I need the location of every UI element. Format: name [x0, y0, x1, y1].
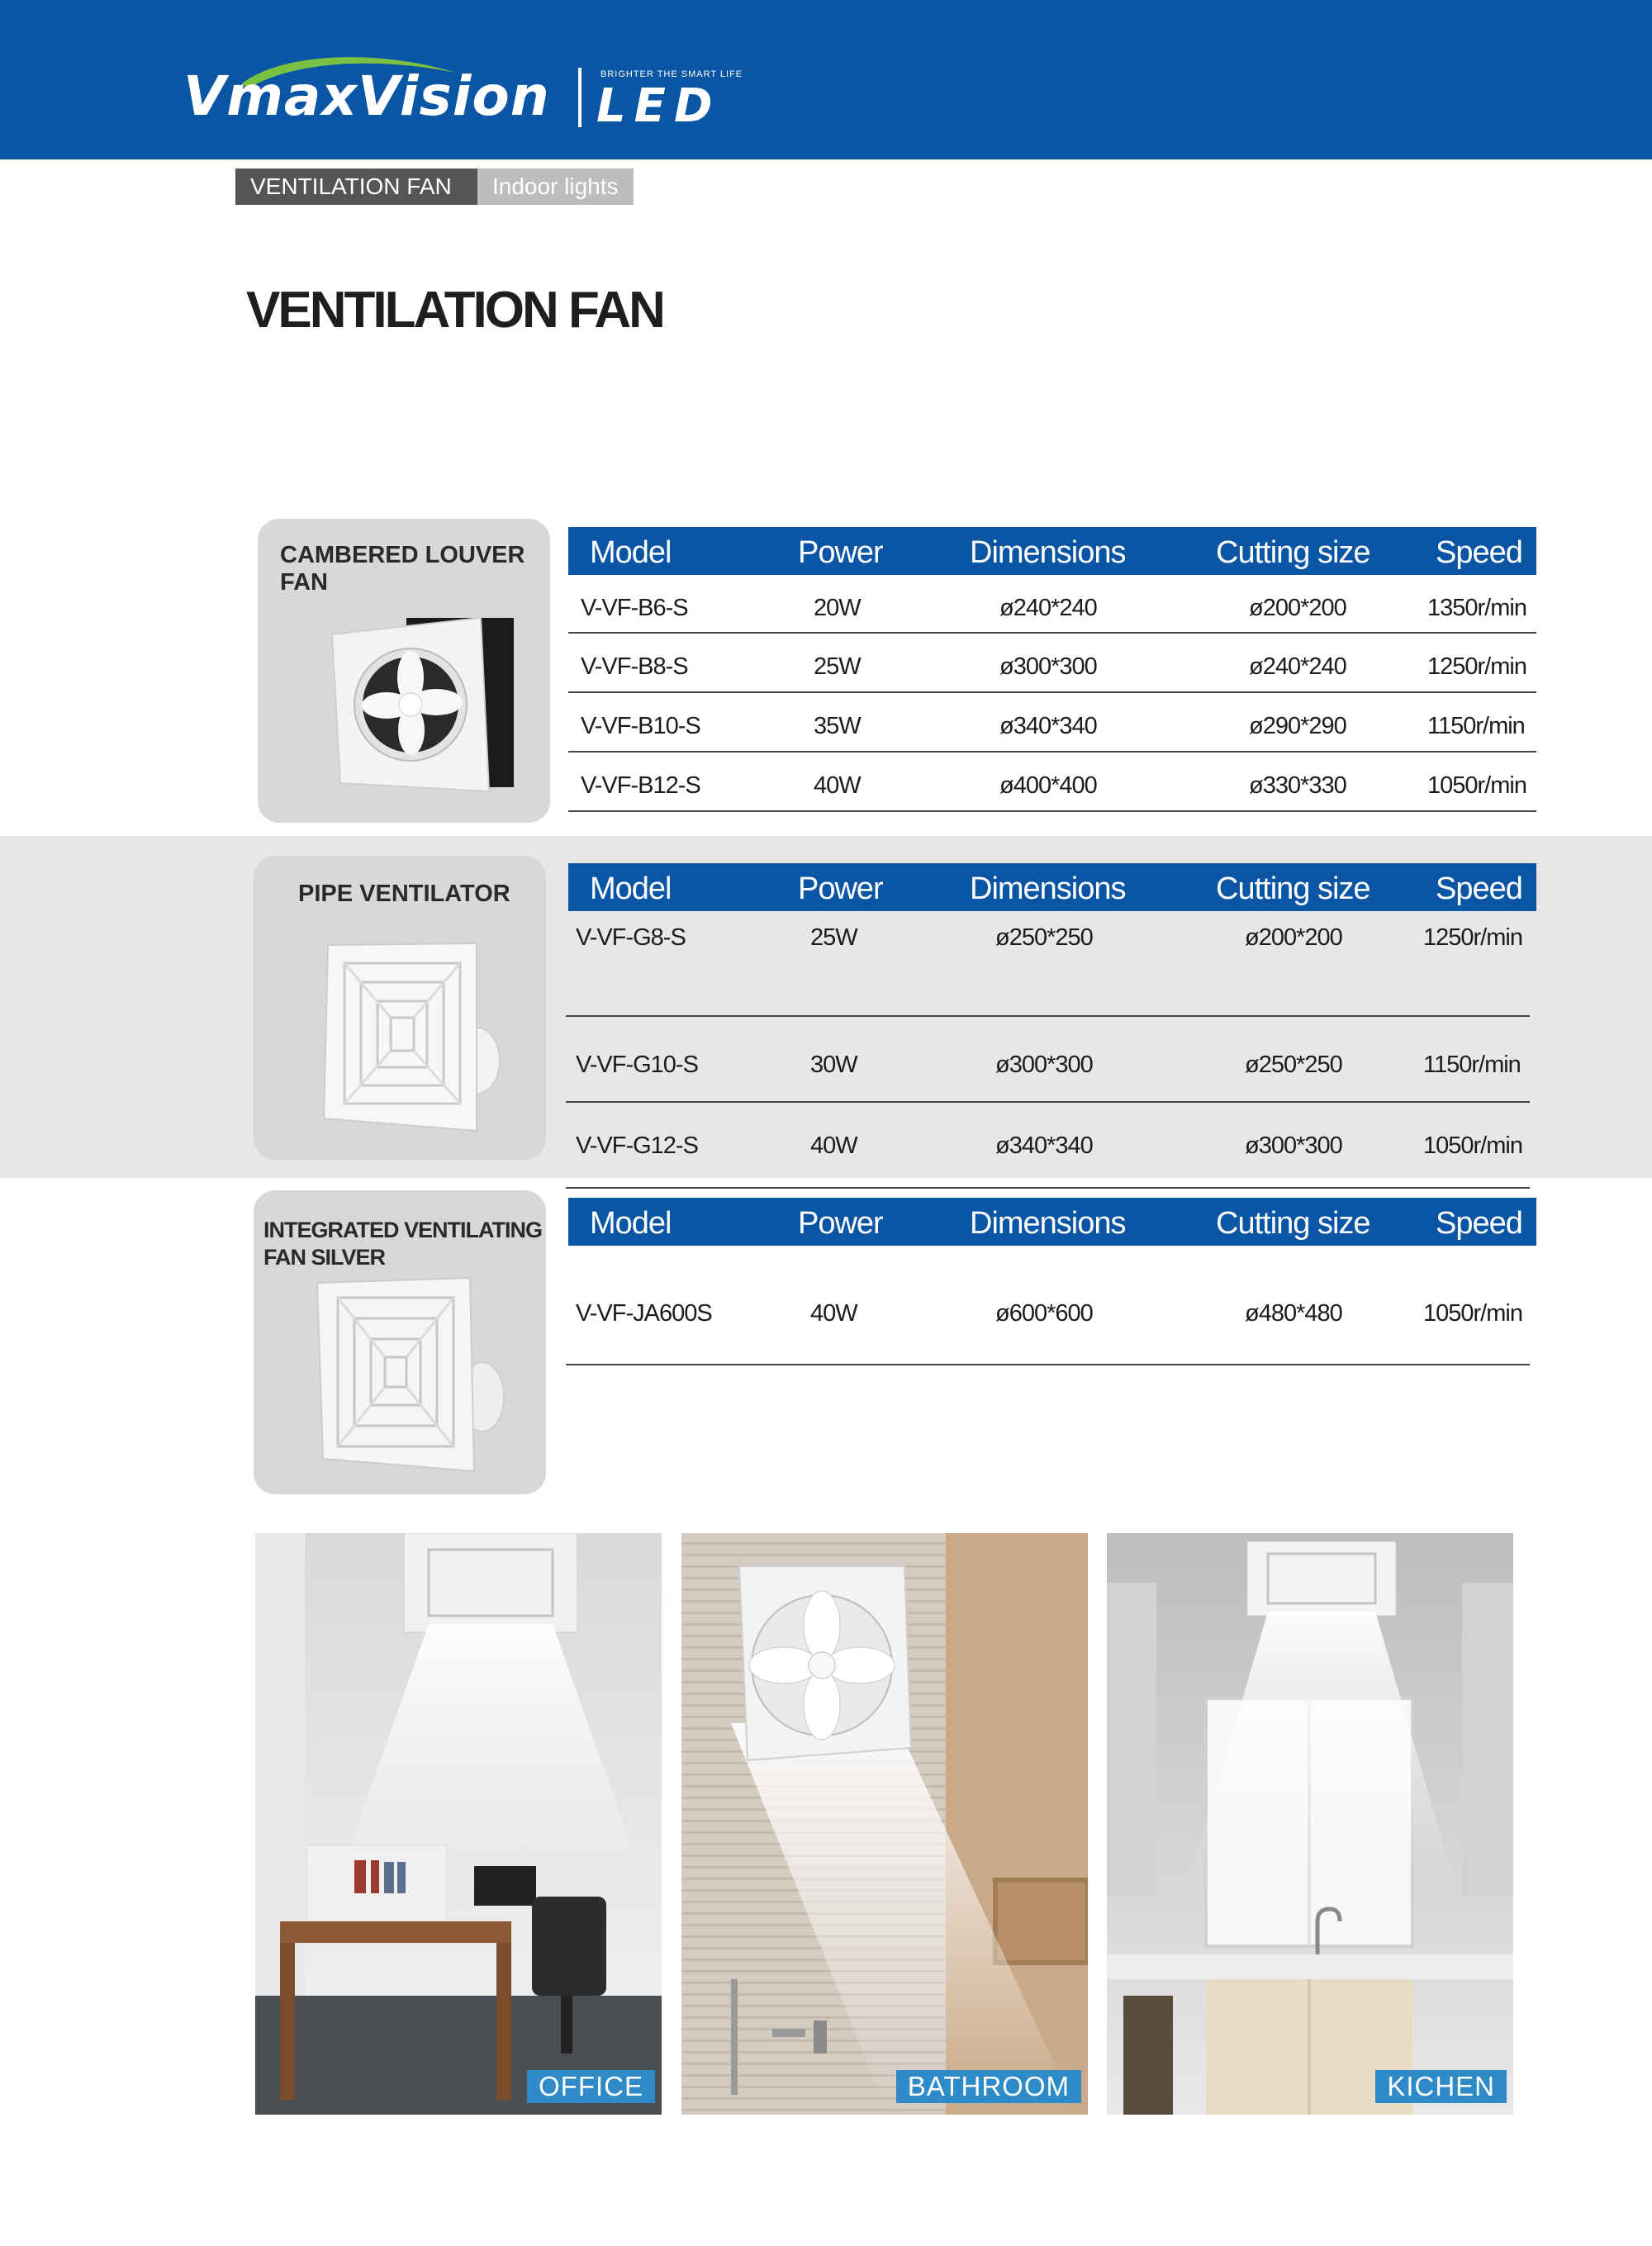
scene-kitchen-photo	[1107, 1533, 1513, 2115]
cell-model: V-VF-G12-S	[576, 1132, 698, 1159]
spec-table-pipe-ventilator	[568, 863, 1536, 1189]
cell-cutting-size: ø330*330	[1249, 772, 1346, 799]
header-power: Power	[798, 1206, 883, 1241]
brand-name: VmaxVision	[183, 64, 550, 128]
table-row	[566, 911, 1530, 1017]
cell-power: 40W	[814, 772, 861, 799]
scene-bathroom-photo	[681, 1533, 1088, 2115]
header-dimensions: Dimensions	[970, 871, 1126, 906]
product-name: PIPE VENTILATOR	[298, 881, 510, 907]
product-card-integrated-fan[interactable]	[254, 1190, 546, 1494]
header-cutting-size: Cutting size	[1216, 1206, 1370, 1241]
cell-speed: 1350r/min	[1427, 595, 1526, 621]
spec-table-integrated-fan	[568, 1198, 1536, 1365]
brand-header	[0, 0, 1652, 159]
header-dimensions: Dimensions	[970, 535, 1126, 570]
cell-model: V-VF-JA600S	[576, 1300, 712, 1327]
header-dimensions: Dimensions	[970, 1206, 1126, 1241]
header-speed: Speed	[1436, 535, 1522, 570]
header-cutting-size: Cutting size	[1216, 535, 1370, 570]
cell-power: 25W	[810, 924, 857, 951]
kitchen-scene-illustration	[1107, 1533, 1513, 2115]
cell-cutting-size: ø480*480	[1245, 1300, 1342, 1327]
cell-dimensions: ø300*300	[999, 653, 1097, 680]
table-row	[566, 1103, 1530, 1189]
header-cutting-size: Cutting size	[1216, 871, 1370, 906]
cell-speed: 1050r/min	[1427, 772, 1526, 799]
tab-indoor-lights[interactable]: Indoor lights	[477, 169, 634, 205]
integrated-fan-icon	[305, 1273, 511, 1479]
louver-fan-icon	[324, 601, 530, 808]
header-speed: Speed	[1436, 1206, 1522, 1241]
brand-led: LED	[596, 79, 721, 133]
cell-cutting-size: ø250*250	[1245, 1052, 1342, 1078]
cell-dimensions: ø240*240	[999, 595, 1097, 621]
header-model: Model	[590, 535, 672, 570]
table-row	[566, 1017, 1530, 1103]
cell-dimensions: ø400*400	[999, 772, 1097, 799]
scene-label-bathroom: BATHROOM	[896, 2070, 1081, 2103]
scene-office-photo	[255, 1533, 662, 2115]
cell-speed: 1050r/min	[1423, 1132, 1522, 1159]
cell-cutting-size: ø300*300	[1245, 1132, 1342, 1159]
cell-speed: 1050r/min	[1423, 1300, 1522, 1327]
table-header	[568, 863, 1536, 911]
table-header	[568, 527, 1536, 575]
cell-cutting-size: ø200*200	[1249, 595, 1346, 621]
header-speed: Speed	[1436, 871, 1522, 906]
cell-cutting-size: ø290*290	[1249, 713, 1346, 739]
brand-logo[interactable]	[183, 50, 745, 132]
table-row	[568, 634, 1536, 693]
scene-label-kitchen: KICHEN	[1375, 2070, 1507, 2103]
logo-divider	[578, 68, 582, 127]
tab-ventilation-fan[interactable]: VENTILATION FAN	[235, 169, 477, 205]
cell-power: 20W	[814, 595, 861, 621]
cell-speed: 1250r/min	[1427, 653, 1526, 680]
cell-model: V-VF-B10-S	[581, 713, 700, 739]
product-card-pipe-ventilator[interactable]	[254, 856, 546, 1160]
cell-cutting-size: ø240*240	[1249, 653, 1346, 680]
product-name: INTEGRATED VENTILATING FAN SILVER	[263, 1218, 542, 1270]
cell-power: 35W	[814, 713, 861, 739]
cell-model: V-VF-G8-S	[576, 924, 686, 951]
cell-dimensions: ø340*340	[999, 713, 1097, 739]
product-name: CAMBERED LOUVER FAN	[280, 542, 525, 596]
office-scene-illustration	[255, 1533, 662, 2115]
cell-dimensions: ø300*300	[995, 1052, 1093, 1078]
cell-speed: 1250r/min	[1423, 924, 1522, 951]
cell-model: V-VF-G10-S	[576, 1052, 698, 1078]
cell-model: V-VF-B6-S	[581, 595, 688, 621]
header-model: Model	[590, 871, 672, 906]
table-header	[568, 1198, 1536, 1246]
product-card-cambered-louver[interactable]	[258, 519, 550, 823]
table-row	[568, 575, 1536, 634]
pipe-ventilator-icon	[311, 937, 510, 1143]
table-row	[568, 753, 1536, 812]
header-model: Model	[590, 1206, 672, 1241]
brand-tagline: BRIGHTER THE SMART LIFE	[601, 69, 743, 79]
table-row	[566, 1246, 1530, 1365]
cell-speed: 1150r/min	[1423, 1052, 1521, 1078]
cell-power: 30W	[810, 1052, 857, 1078]
cell-dimensions: ø250*250	[995, 924, 1093, 951]
cell-dimensions: ø340*340	[995, 1132, 1093, 1159]
header-power: Power	[798, 871, 883, 906]
cell-model: V-VF-B8-S	[581, 653, 688, 680]
cell-power: 40W	[810, 1132, 857, 1159]
cell-power: 25W	[814, 653, 861, 680]
cell-speed: 1150r/min	[1427, 713, 1525, 739]
header-power: Power	[798, 535, 883, 570]
cell-power: 40W	[810, 1300, 857, 1327]
cell-model: V-VF-B12-S	[581, 772, 700, 799]
scene-label-office: OFFICE	[527, 2070, 655, 2103]
page-title: VENTILATION FAN	[246, 282, 663, 339]
category-tabs	[235, 169, 634, 205]
bathroom-scene-illustration	[681, 1533, 1088, 2115]
spec-table-cambered-louver	[568, 527, 1536, 812]
table-row	[568, 693, 1536, 753]
cell-cutting-size: ø200*200	[1245, 924, 1342, 951]
cell-dimensions: ø600*600	[995, 1300, 1093, 1327]
